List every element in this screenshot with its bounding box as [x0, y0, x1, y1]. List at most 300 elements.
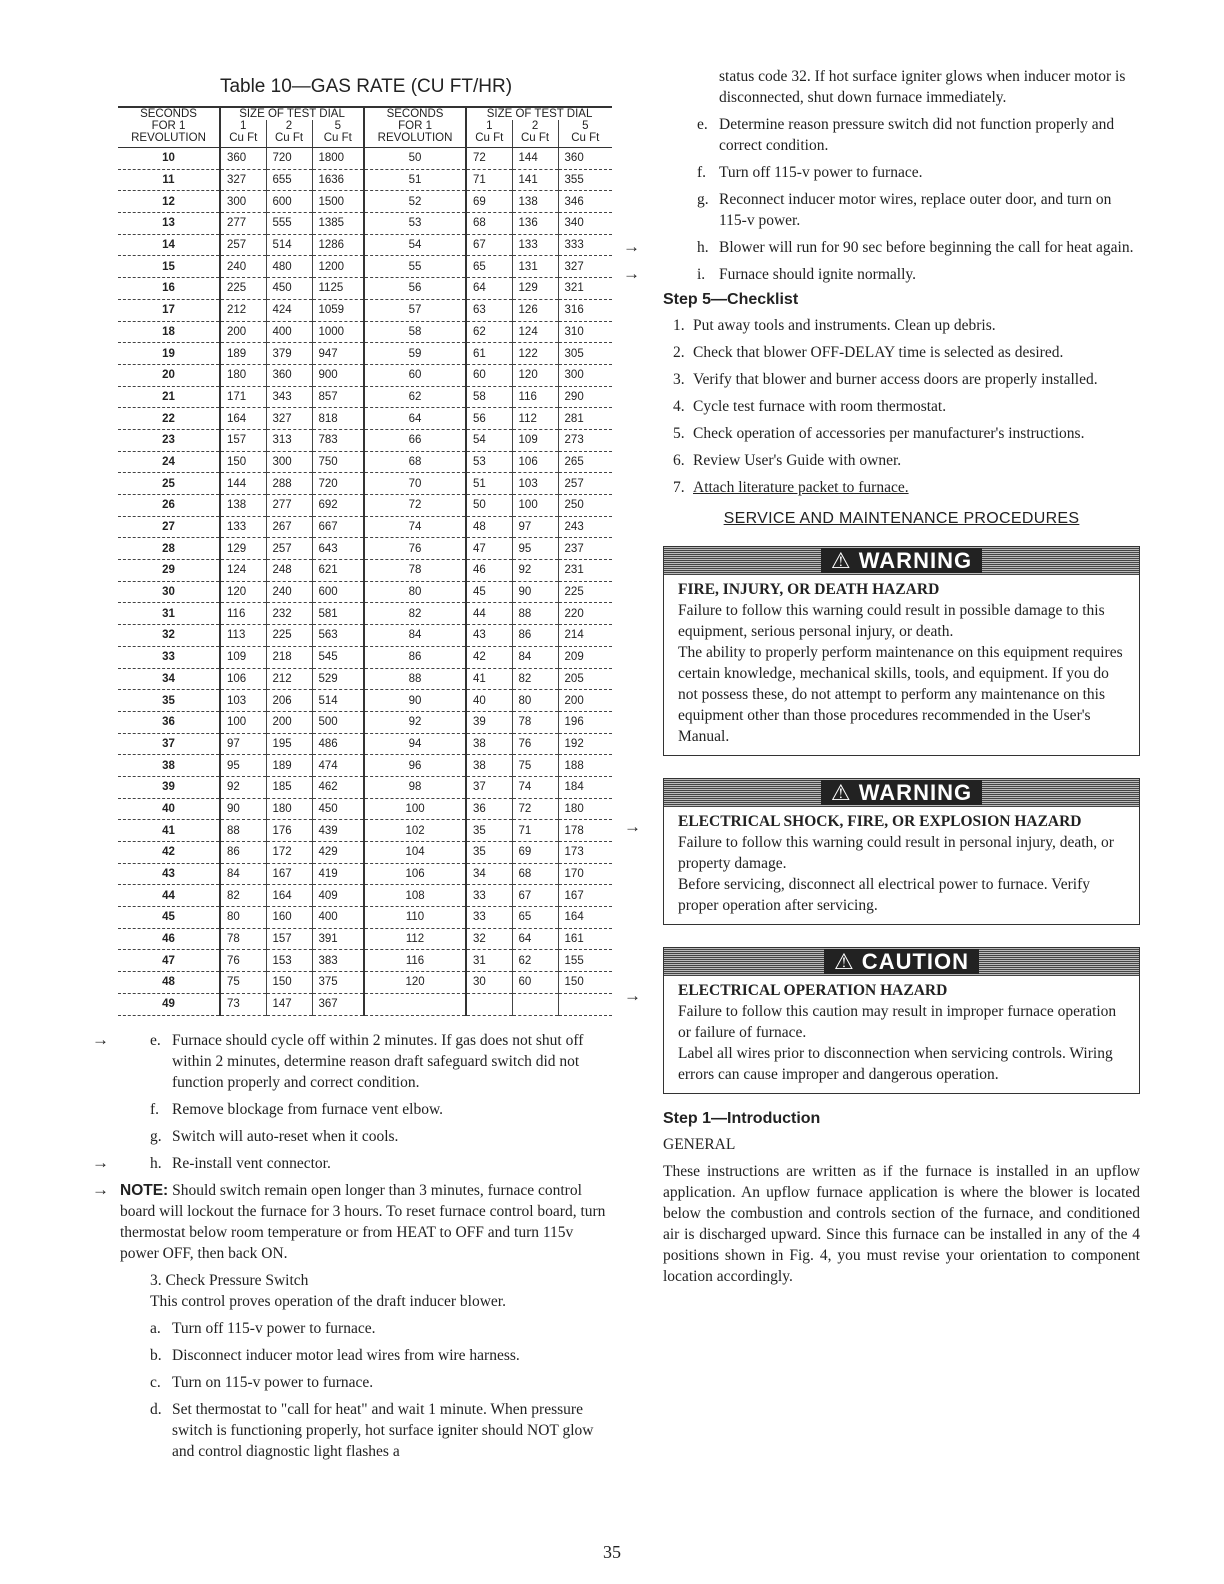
table-cell: 131	[512, 256, 558, 278]
table-cell: 136	[512, 213, 558, 235]
step-i-right	[623, 264, 1140, 285]
table-cell: 68	[466, 213, 512, 235]
table-cell: 514	[312, 690, 364, 712]
table-cell: 100	[220, 711, 266, 733]
table-cell: 40	[466, 690, 512, 712]
table-cell: 232	[266, 603, 312, 625]
table-cell: 172	[266, 842, 312, 864]
table-cell: 43	[466, 625, 512, 647]
step1-heading: Step 1—Introduction	[663, 1110, 821, 1127]
checklist-item	[663, 315, 1140, 336]
warning-banner	[664, 779, 1139, 807]
table-cell: 429	[312, 842, 364, 864]
table-row	[118, 213, 612, 235]
table-cell: 67	[466, 234, 512, 256]
table-cell: 180	[220, 364, 266, 386]
table-cell: 43	[118, 863, 220, 885]
table-cell: 170	[558, 863, 612, 885]
table-cell: 692	[312, 495, 364, 517]
table-cell: 321	[558, 278, 612, 300]
table-cell: 214	[558, 625, 612, 647]
table-cell: 50	[364, 148, 466, 170]
checklist-item	[663, 477, 1140, 498]
table-row	[118, 495, 612, 517]
table-cell: 383	[312, 950, 364, 972]
table-cell: 141	[512, 169, 558, 191]
service-heading: SERVICE AND MAINTENANCE PROCEDURES	[723, 510, 1080, 527]
table-cell: 116	[220, 603, 266, 625]
checklist-item	[663, 342, 1140, 363]
table-cell: 40	[118, 798, 220, 820]
table-cell: 69	[466, 191, 512, 213]
table-cell: 62	[512, 950, 558, 972]
step-c-left	[150, 1372, 614, 1393]
step5-heading: Step 5—Checklist	[663, 291, 799, 308]
table-cell: 200	[220, 321, 266, 343]
table-cell: 103	[512, 473, 558, 495]
table-cell: 13	[118, 213, 220, 235]
table-cell: 39	[118, 776, 220, 798]
table-cell: 171	[220, 386, 266, 408]
table-cell: 450	[312, 798, 364, 820]
table-cell: 529	[312, 668, 364, 690]
table-cell: 563	[312, 625, 364, 647]
table-cell: 60	[364, 364, 466, 386]
table-cell: 225	[266, 625, 312, 647]
table-cell: 267	[266, 516, 312, 538]
table-cell: 48	[466, 516, 512, 538]
step-label: g.	[697, 191, 709, 208]
step-label: h.	[150, 1154, 162, 1172]
table-cell: 313	[266, 429, 312, 451]
table-cell: 164	[266, 885, 312, 907]
checklist-text: Verify that blower and burner access doors are properly installed.	[693, 371, 1098, 388]
table-cell: 240	[266, 581, 312, 603]
table-cell: 75	[512, 755, 558, 777]
step-text: Re-install vent connector.	[172, 1154, 331, 1172]
step-g-right	[663, 189, 1140, 231]
table-cell	[558, 993, 612, 1015]
table-cell: 655	[266, 169, 312, 191]
table-cell: 225	[558, 581, 612, 603]
table-cell: 167	[266, 863, 312, 885]
table-cell: 49	[118, 993, 220, 1015]
table-cell: 360	[558, 148, 612, 170]
step-a-left	[150, 1318, 614, 1339]
table-cell: 750	[312, 451, 364, 473]
table-cell: 98	[364, 776, 466, 798]
checklist-number: 7.	[673, 479, 685, 496]
table-cell: 90	[512, 581, 558, 603]
table-cell: 38	[466, 733, 512, 755]
table-cell: 78	[512, 711, 558, 733]
table-cell: 480	[266, 256, 312, 278]
table-cell: 206	[266, 690, 312, 712]
table-cell: 88	[512, 603, 558, 625]
table-cell: 86	[512, 625, 558, 647]
table-cell: 818	[312, 408, 364, 430]
table-cell: 164	[558, 907, 612, 929]
step-text: Determine reason pressure switch did not function properly and correct condition.	[719, 116, 1115, 154]
table-cell: 17	[118, 299, 220, 321]
table-row	[118, 690, 612, 712]
table-cell: 138	[512, 191, 558, 213]
table-cell: 400	[266, 321, 312, 343]
table-cell: 78	[364, 560, 466, 582]
table-cell: 36	[466, 798, 512, 820]
table-cell: 327	[220, 169, 266, 191]
table-cell: 167	[558, 885, 612, 907]
checklist-text: Review User's Guide with owner.	[693, 452, 902, 469]
table-cell: 900	[312, 364, 364, 386]
table-row	[118, 842, 612, 864]
table-cell: 15	[118, 256, 220, 278]
table-cell: 1059	[312, 299, 364, 321]
page-number: 35	[603, 1542, 621, 1562]
table-row	[118, 191, 612, 213]
table-cell: 54	[364, 234, 466, 256]
table-cell: 57	[364, 299, 466, 321]
table-cell: 1500	[312, 191, 364, 213]
table-cell: 514	[266, 234, 312, 256]
table-cell: 116	[512, 386, 558, 408]
table-cell: 68	[364, 451, 466, 473]
warning-box-electrical	[624, 778, 1140, 925]
table-cell: 88	[220, 820, 266, 842]
step-label: f.	[150, 1100, 160, 1118]
table-cell: 113	[220, 625, 266, 647]
table-cell: 94	[364, 733, 466, 755]
table-cell: 90	[220, 798, 266, 820]
warning-text: Failure to follow this warning could result in possible damage to this equipment, serious personal injury, or death.	[678, 602, 1105, 640]
table-cell: 124	[512, 321, 558, 343]
table-cell	[466, 993, 512, 1015]
table-cell: 68	[512, 863, 558, 885]
table-cell: 33	[466, 885, 512, 907]
table-row	[118, 863, 612, 885]
table-row	[118, 321, 612, 343]
table-cell: 14	[118, 234, 220, 256]
warning-body	[664, 575, 1139, 755]
checklist-number: 3.	[673, 371, 685, 388]
change-arrow-icon: →	[624, 817, 641, 836]
step-text: Turn off 115-v power to furnace.	[719, 164, 923, 181]
table-cell: 129	[220, 538, 266, 560]
table-cell: 109	[220, 646, 266, 668]
table-cell: 58	[364, 321, 466, 343]
table-cell: 55	[364, 256, 466, 278]
caution-label: ⚠ CAUTION	[824, 949, 979, 974]
unit-1-left: Cu Ft	[220, 132, 266, 148]
table-cell: 72	[466, 148, 512, 170]
table-cell: 150	[220, 451, 266, 473]
table-cell: 231	[558, 560, 612, 582]
checklist-text: Put away tools and instruments. Clean up debris.	[693, 317, 996, 334]
step-e-left	[92, 1029, 614, 1093]
table-cell: 51	[466, 473, 512, 495]
table-cell: 47	[118, 950, 220, 972]
table-cell: 157	[220, 429, 266, 451]
table-row	[118, 581, 612, 603]
table-cell: 138	[220, 495, 266, 517]
gas-rate-table	[118, 106, 612, 1016]
table-row	[118, 950, 612, 972]
table-cell: 108	[364, 885, 466, 907]
step-text: status code 32. If hot surface igniter glows when inducer motor is disconnected, shut down furnace immediately.	[719, 68, 1126, 106]
table-cell: 160	[266, 907, 312, 929]
table-cell: 61	[466, 343, 512, 365]
table-cell: 144	[220, 473, 266, 495]
table-cell: 50	[466, 495, 512, 517]
caution-body	[664, 976, 1139, 1093]
table-cell: 439	[312, 820, 364, 842]
table-cell: 76	[364, 538, 466, 560]
dial-1-left: 1	[220, 120, 266, 132]
table-cell: 126	[512, 299, 558, 321]
table-cell: 32	[118, 625, 220, 647]
table-cell: 248	[266, 560, 312, 582]
warning-banner	[664, 547, 1139, 575]
table-cell: 100	[512, 495, 558, 517]
table-cell: 257	[558, 473, 612, 495]
step-text: Blower will run for 90 sec before beginning the call for heat again.	[719, 239, 1134, 256]
table-cell: 250	[558, 495, 612, 517]
table-cell: 45	[466, 581, 512, 603]
checklist-item	[663, 423, 1140, 444]
step-label: d.	[150, 1400, 162, 1418]
step-title: Check Pressure Switch	[165, 1271, 309, 1289]
table-cell: 37	[118, 733, 220, 755]
table-cell: 64	[364, 408, 466, 430]
general-heading: GENERAL	[663, 1136, 736, 1153]
table-cell: 150	[558, 972, 612, 994]
table-cell: 153	[266, 950, 312, 972]
right-column	[623, 66, 1140, 1287]
caution-text: Label all wires prior to disconnection when servicing controls. Wiring errors can cause improper and dangerous operation.	[678, 1045, 1113, 1083]
step-text: Disconnect inducer motor lead wires from wire harness.	[172, 1346, 520, 1364]
change-arrow-icon: →	[623, 237, 640, 256]
note	[92, 1179, 614, 1264]
table-cell: 209	[558, 646, 612, 668]
table-cell: 120	[512, 364, 558, 386]
table-cell: 92	[512, 560, 558, 582]
table-cell: 64	[466, 278, 512, 300]
status-continuation	[663, 66, 1140, 108]
step-d-left	[150, 1399, 614, 1462]
table-cell: 71	[466, 169, 512, 191]
table-cell: 450	[266, 278, 312, 300]
table-cell: 29	[118, 560, 220, 582]
table-cell: 23	[118, 429, 220, 451]
table-cell: 64	[512, 928, 558, 950]
table-cell: 462	[312, 776, 364, 798]
checklist-number: 4.	[673, 398, 685, 415]
dial-1-right: 1	[466, 120, 512, 132]
warning-text: Failure to follow this warning could result in personal injury, death, or property damage.	[678, 834, 1114, 872]
step-label: f.	[697, 164, 707, 181]
step-b-left	[150, 1345, 614, 1366]
checklist-item	[663, 450, 1140, 471]
table-cell: 35	[466, 842, 512, 864]
dial-5-left: 5	[312, 120, 364, 132]
step-label: c.	[150, 1373, 161, 1391]
table-cell: 112	[364, 928, 466, 950]
table-cell: 218	[266, 646, 312, 668]
gas-table-body	[118, 148, 612, 1016]
col-seconds-3-right: REVOLUTION	[364, 132, 466, 148]
table-cell: 173	[558, 842, 612, 864]
table-row	[118, 646, 612, 668]
table-cell: 106	[220, 668, 266, 690]
table-row	[118, 234, 612, 256]
table-cell: 144	[512, 148, 558, 170]
warning-body	[664, 807, 1139, 924]
table-cell: 51	[364, 169, 466, 191]
col-size-left: SIZE OF TEST DIAL	[220, 107, 364, 120]
caution-banner	[664, 948, 1139, 976]
table-cell: 59	[364, 343, 466, 365]
checklist-text: Check operation of accessories per manufacturer's instructions.	[693, 425, 1085, 442]
table-title: Table 10—GAS RATE (CU FT/HR)	[219, 76, 513, 97]
table-cell: 92	[364, 711, 466, 733]
table-cell: 189	[220, 343, 266, 365]
table-cell: 38	[118, 755, 220, 777]
unit-5-right: Cu Ft	[558, 132, 612, 148]
table-cell: 327	[266, 408, 312, 430]
col-seconds-1: SECONDS	[118, 107, 220, 120]
table-cell: 424	[266, 299, 312, 321]
table-cell: 30	[118, 581, 220, 603]
step-text: Turn off 115-v power to furnace.	[172, 1319, 376, 1337]
caution-text: Failure to follow this caution may result in improper furnace operation or failure of furnace.	[678, 1003, 1117, 1041]
table-cell: 277	[220, 213, 266, 235]
table-cell: 25	[118, 473, 220, 495]
table-cell: 71	[512, 820, 558, 842]
table-cell: 104	[364, 842, 466, 864]
table-row	[118, 733, 612, 755]
table-row	[118, 148, 612, 170]
table-cell: 45	[118, 907, 220, 929]
table-row	[118, 343, 612, 365]
step-text: Furnace should ignite normally.	[719, 266, 917, 283]
table-row	[118, 278, 612, 300]
table-cell: 120	[220, 581, 266, 603]
table-cell: 184	[558, 776, 612, 798]
dial-2-left: 2	[266, 120, 312, 132]
step-label: b.	[150, 1346, 162, 1364]
table-cell: 290	[558, 386, 612, 408]
table-cell: 73	[220, 993, 266, 1015]
table-cell: 30	[466, 972, 512, 994]
table-row	[118, 776, 612, 798]
table-cell: 340	[558, 213, 612, 235]
table-row	[118, 386, 612, 408]
table-cell: 35	[466, 820, 512, 842]
table-cell: 69	[512, 842, 558, 864]
table-row	[118, 538, 612, 560]
table-cell: 28	[118, 538, 220, 560]
table-cell: 305	[558, 343, 612, 365]
left-instructions	[92, 1029, 614, 1462]
change-arrow-icon: →	[92, 1179, 109, 1199]
hazard-title: ELECTRICAL SHOCK, FIRE, OR EXPLOSION HAZARD	[678, 813, 1082, 830]
table-cell: 54	[466, 429, 512, 451]
table-cell: 46	[118, 928, 220, 950]
table-cell: 63	[466, 299, 512, 321]
table-cell: 41	[118, 820, 220, 842]
left-column	[92, 70, 614, 1468]
table-cell: 52	[364, 191, 466, 213]
table-cell: 196	[558, 711, 612, 733]
table-cell: 133	[512, 234, 558, 256]
table-row	[118, 625, 612, 647]
table-cell: 27	[118, 516, 220, 538]
warning-label: ⚠ WARNING	[821, 548, 982, 573]
table-cell: 56	[466, 408, 512, 430]
warning-text: Before servicing, disconnect all electrical power to furnace. Verify proper operation after servicing.	[678, 876, 1091, 914]
table-row	[118, 516, 612, 538]
checklist-text: Check that blower OFF-DELAY time is selected as desired.	[693, 344, 1064, 361]
table-cell: 88	[364, 668, 466, 690]
table-cell: 237	[558, 538, 612, 560]
step-h-left	[92, 1152, 614, 1174]
col-seconds-3: REVOLUTION	[118, 132, 220, 148]
table-row	[118, 473, 612, 495]
step-label: g.	[150, 1127, 162, 1145]
table-cell: 109	[512, 429, 558, 451]
table-cell: 164	[220, 408, 266, 430]
caution-box	[624, 947, 1140, 1094]
table-cell: 720	[312, 473, 364, 495]
table-row	[118, 993, 612, 1015]
table-row	[118, 907, 612, 929]
unit-1-right: Cu Ft	[466, 132, 512, 148]
table-cell: 84	[512, 646, 558, 668]
step-label: a.	[150, 1319, 161, 1337]
table-cell: 367	[312, 993, 364, 1015]
table-cell: 333	[558, 234, 612, 256]
table-cell: 1200	[312, 256, 364, 278]
step-text: Set thermostat to "call for heat" and wait 1 minute. When pressure switch is functioning properly, hot surface igniter should NOT glow and control diagnostic light flashes a	[172, 1400, 594, 1460]
table-cell: 41	[466, 668, 512, 690]
table-cell: 74	[512, 776, 558, 798]
table-cell: 38	[466, 755, 512, 777]
step-text: Remove blockage from furnace vent elbow.	[172, 1100, 444, 1118]
table-cell: 16	[118, 278, 220, 300]
table-cell: 37	[466, 776, 512, 798]
table-cell: 288	[266, 473, 312, 495]
table-cell: 46	[466, 560, 512, 582]
step-label: e.	[697, 116, 708, 133]
table-cell: 82	[364, 603, 466, 625]
table-cell: 409	[312, 885, 364, 907]
change-arrow-icon: →	[92, 1029, 109, 1049]
step-label: e.	[150, 1031, 161, 1049]
table-cell: 316	[558, 299, 612, 321]
table-cell: 555	[266, 213, 312, 235]
checklist-text: Attach literature packet to furnace.	[693, 479, 909, 496]
table-cell: 56	[364, 278, 466, 300]
table-row	[118, 169, 612, 191]
table-cell: 74	[364, 516, 466, 538]
table-cell: 110	[364, 907, 466, 929]
table-cell: 343	[266, 386, 312, 408]
table-cell: 1385	[312, 213, 364, 235]
table-cell: 60	[466, 364, 512, 386]
table-cell: 34	[466, 863, 512, 885]
table-cell: 95	[220, 755, 266, 777]
change-arrow-icon: →	[624, 986, 641, 1005]
